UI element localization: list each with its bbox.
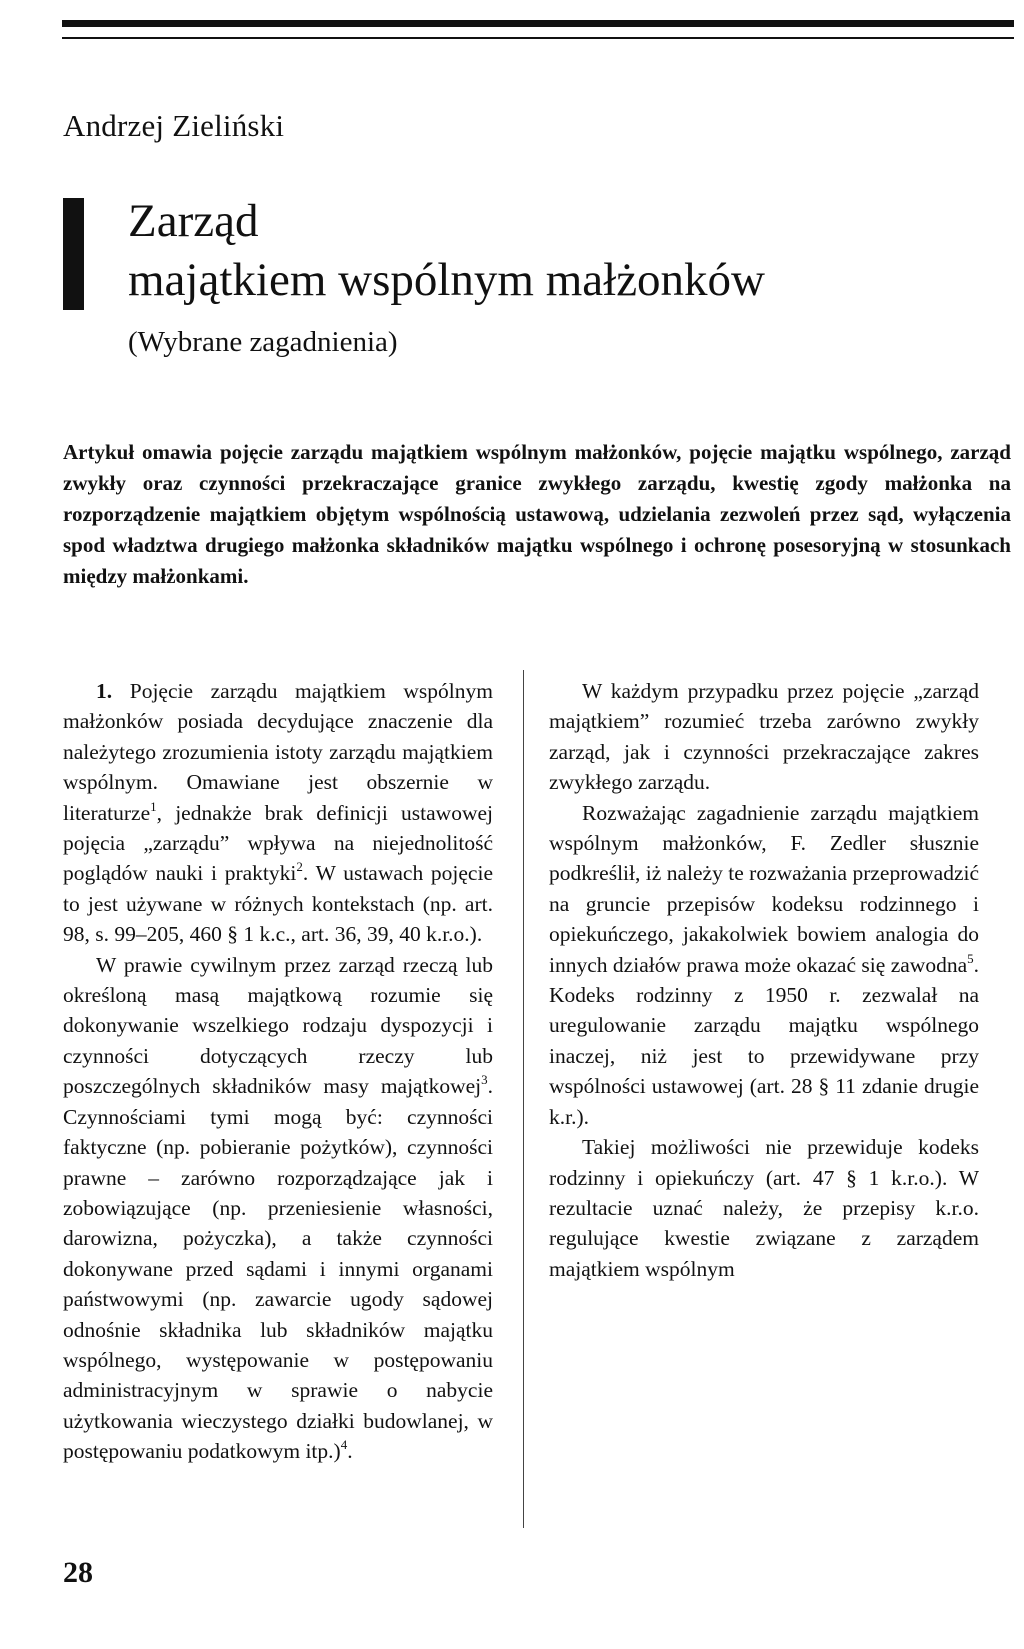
paragraph-1-text-c: . W ustawach pojęcie to jest używane w różnych kontekstach (np. art. 98, s. 99–205, 460 § 1 k.c., art. 36, 39, 40 k.r.o.).	[63, 861, 493, 947]
header-rule-thick	[62, 20, 1014, 27]
footnote-ref-3[interactable]: 3	[481, 1072, 488, 1088]
footnote-ref-1[interactable]: 1	[150, 798, 157, 814]
paragraph-1-text-b: , jednakże brak definicji ustawowej pojęcia „zarządu” wpływa na niejednolitość poglądów nauki i praktyki	[63, 800, 493, 886]
article-title-line2: majątkiem wspólnym małżonków	[128, 254, 766, 306]
author-name: Andrzej Zieliński	[63, 108, 285, 143]
footnote-ref-5[interactable]: 5	[967, 950, 974, 966]
paragraph-2	[63, 950, 493, 1467]
paragraph-2-text-c: .	[347, 1439, 353, 1464]
footnote-ref-2[interactable]: 2	[296, 859, 303, 875]
footnote-ref-4[interactable]: 4	[340, 1437, 348, 1453]
abstract-text: Artykuł omawia pojęcie zarządu majątkiem wspólnym małżonków, pojęcie majątku wspólnego, zarząd zwykły oraz czynności przekraczające granice zwykłego zarządu, kwestię zgody małżonka na rozporządzenie majątkiem objętym wspólnością ustawową, udzielania zezwoleń przez sąd, wyłączenia spod władztwa drugiego małżonka składników majątku wspólnego i ochronę posesoryjną w stosunkach między małżonkami.	[63, 440, 1011, 588]
paragraph-2-text-b: . Czynnościami tymi mogą być: czynności faktyczne (np. pobieranie pożytków), czynności prawne – zarówno rozporządzające jak i zobowiązujące (np. przeniesienie własności, darowizna, pożyczka), a także czynności dokonywane przed sądami i innymi organami państwowymi (np. zawarcie ugody sądowej odnośnie składnika lub składników majątku wspólnego, występowanie w postępowaniu administracyjnym w sprawie o nabycie użytkowania wieczystego działki budowlanej, w postępowaniu podatkowym itp.)	[63, 1074, 493, 1464]
paragraph-4-text-b: . Kodeks rodzinny z 1950 r. zezwalał na uregulowanie zarządu majątku wspólnego inaczej, niż jest to przewidywane przy wspólności ustawowej (art. 28 § 11 zdanie drugie k.r.).	[549, 952, 979, 1129]
paragraph-4-text-a: Rozważając zagadnienie zarządu majątkiem wspólnym małżonków, F. Zedler słusznie podkreślił, iż należy te rozważania przeprowadzić na gruncie przepisów kodeksu rodzinnego i opiekuńczego, jakakolwiek bowiem analogia do innych działów prawa może okazać się zawodna	[549, 800, 979, 977]
column-divider	[523, 670, 524, 1528]
section-number: 1.	[96, 679, 113, 703]
paragraph-4	[549, 798, 979, 1132]
left-column	[63, 676, 493, 1467]
paragraph-5: Takiej możliwości nie przewiduje kodeks rodzinny i opiekuńczy (art. 47 § 1 k.r.o.). W rezultacie uznać należy, że przepisy k.r.o. regulujące kwestie związane z zarządem majątkiem wspólnym	[549, 1135, 979, 1281]
article-subtitle: (Wybrane zagadnienia)	[128, 326, 398, 358]
paragraph-2-text-a: W prawie cywilnym przez zarząd rzeczą lub określoną masą majątkową rozumie się dokonywanie wszelkiego rodzaju dyspozycji i czynności dotyczących rzeczy lub poszczególnych składników masy majątkowej	[63, 952, 493, 1099]
article-title-line1: Zarząd	[128, 195, 259, 247]
paragraph-1	[63, 676, 493, 950]
article-title	[128, 192, 765, 310]
abstract	[63, 437, 1011, 592]
page-number: 28	[63, 1556, 93, 1589]
header-rule-thin	[62, 37, 1014, 39]
paragraph-3: W każdym przypadku przez pojęcie „zarząd majątkiem” rozumieć trzeba zarówno zwykły zarząd, jak i czynności przekraczające zakres zwykłego zarządu.	[549, 679, 979, 795]
right-column	[549, 676, 979, 1284]
title-bar-decoration	[63, 198, 84, 310]
paragraph-1-text-a: Pojęcie zarządu majątkiem wspólnym małżonków posiada decydujące znaczenie dla należytego zrozumienia istoty zarządu majątkiem wspólnym. Omawiane jest obszernie w literaturze	[63, 679, 493, 825]
